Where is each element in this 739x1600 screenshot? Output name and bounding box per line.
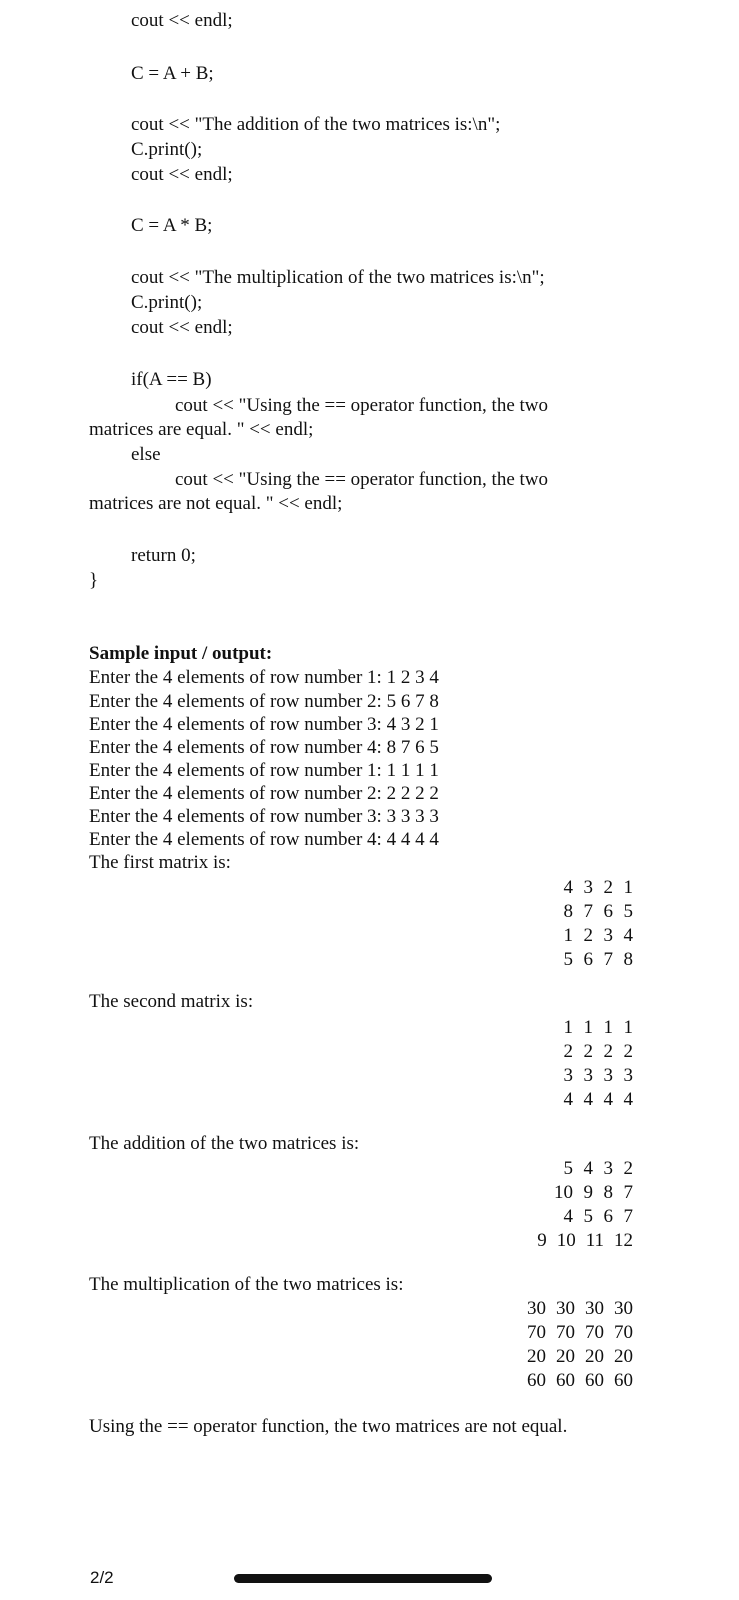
- code-line: matrices are not equal. " << endl;: [89, 493, 343, 514]
- code-line: if(A == B): [131, 369, 212, 390]
- matrix-cell: 3: [583, 1065, 593, 1086]
- matrix-cell: 70: [585, 1322, 604, 1343]
- matrix-row: [563, 924, 633, 948]
- code-line: else: [131, 444, 161, 465]
- matrix-row: [527, 1345, 633, 1369]
- multiplication-matrix: [527, 1297, 633, 1393]
- matrix-cell: 20: [614, 1346, 633, 1367]
- matrix-row: [527, 1369, 633, 1393]
- matrix-cell: 12: [614, 1230, 633, 1251]
- matrix-row: [563, 876, 633, 900]
- matrix-row: [563, 1016, 633, 1040]
- matrix-cell: 70: [556, 1322, 575, 1343]
- cut-off-code-line: [132, 0, 202, 2]
- matrix-cell: 60: [614, 1370, 633, 1391]
- code-line: cout << endl;: [131, 10, 233, 31]
- matrix-cell: 2: [563, 1041, 573, 1062]
- matrix-cell: 9: [537, 1230, 547, 1251]
- matrix-cell: 5: [623, 901, 633, 922]
- matrix-cell: 20: [527, 1346, 546, 1367]
- matrix-cell: 60: [585, 1370, 604, 1391]
- matrix-cell: 7: [623, 1182, 633, 1203]
- sample-input-line: Enter the 4 elements of row number 3: 4 3 2 1: [89, 714, 439, 735]
- matrix-cell: 20: [556, 1346, 575, 1367]
- matrix-cell: 4: [623, 1089, 633, 1110]
- matrix-cell: 1: [623, 877, 633, 898]
- code-line: }: [89, 570, 99, 591]
- code-line: return 0;: [131, 545, 196, 566]
- matrix-cell: 4: [563, 1089, 573, 1110]
- matrix-cell: 60: [556, 1370, 575, 1391]
- matrix-cell: 30: [527, 1298, 546, 1319]
- matrix-cell: 4: [583, 1089, 593, 1110]
- sample-input-line: Enter the 4 elements of row number 2: 5 6 7 8: [89, 691, 439, 712]
- matrix-cell: 4: [623, 925, 633, 946]
- code-line: C = A * B;: [131, 215, 213, 236]
- matrix-row: [563, 948, 633, 972]
- matrix-cell: 2: [603, 1041, 613, 1062]
- matrix-cell: 1: [623, 1017, 633, 1038]
- sample-input-line: Enter the 4 elements of row number 4: 4 4 4 4: [89, 829, 439, 850]
- matrix-cell: 5: [583, 1206, 593, 1227]
- matrix-cell: 3: [583, 877, 593, 898]
- matrix-cell: 10: [554, 1182, 573, 1203]
- matrix-row: [537, 1157, 633, 1181]
- matrix-row: [537, 1205, 633, 1229]
- code-line: matrices are equal. " << endl;: [89, 419, 314, 440]
- matrix-cell: 1: [603, 1017, 613, 1038]
- matrix-cell: 6: [583, 949, 593, 970]
- code-line: cout << "Using the == operator function, the two: [175, 469, 549, 490]
- code-line: cout << "The multiplication of the two matrices is:\n";: [131, 267, 545, 288]
- matrix-cell: 7: [583, 901, 593, 922]
- second-matrix: [563, 1016, 633, 1112]
- matrix-cell: 5: [563, 949, 573, 970]
- matrix-cell: 3: [603, 1158, 613, 1179]
- matrix-row: [563, 1064, 633, 1088]
- matrix-cell: 60: [527, 1370, 546, 1391]
- code-line: C.print();: [131, 292, 203, 313]
- sample-input-line: Enter the 4 elements of row number 1: 1 1 1 1: [89, 760, 439, 781]
- matrix-cell: 4: [563, 877, 573, 898]
- matrix-cell: 2: [583, 1041, 593, 1062]
- code-line: C = A + B;: [131, 63, 214, 84]
- matrix-cell: 70: [527, 1322, 546, 1343]
- addition-matrix-label: The addition of the two matrices is:: [89, 1133, 360, 1154]
- matrix-row: [537, 1181, 633, 1205]
- matrix-cell: 1: [563, 1017, 573, 1038]
- code-line: C.print();: [131, 139, 203, 160]
- matrix-cell: 9: [583, 1182, 593, 1203]
- matrix-cell: 30: [585, 1298, 604, 1319]
- sample-heading: Sample input / output:: [89, 643, 273, 664]
- matrix-row: [527, 1297, 633, 1321]
- matrix-cell: 4: [603, 1089, 613, 1110]
- page-number: 2/2: [90, 1568, 114, 1587]
- matrix-row: [563, 1088, 633, 1112]
- matrix-cell: 70: [614, 1322, 633, 1343]
- addition-matrix: [537, 1157, 633, 1253]
- first-matrix: [563, 876, 633, 972]
- first-matrix-label: The first matrix is:: [89, 852, 231, 873]
- matrix-cell: 8: [603, 1182, 613, 1203]
- code-line: cout << endl;: [131, 164, 233, 185]
- matrix-cell: 20: [585, 1346, 604, 1367]
- matrix-cell: 3: [623, 1065, 633, 1086]
- second-matrix-label: The second matrix is:: [89, 991, 254, 1012]
- matrix-cell: 4: [583, 1158, 593, 1179]
- home-indicator-bar[interactable]: [234, 1574, 492, 1583]
- matrix-cell: 4: [563, 1206, 573, 1227]
- matrix-cell: 2: [603, 877, 613, 898]
- sample-input-line: Enter the 4 elements of row number 3: 3 3 3 3: [89, 806, 439, 827]
- matrix-cell: 30: [614, 1298, 633, 1319]
- matrix-cell: 8: [563, 901, 573, 922]
- matrix-cell: 2: [623, 1158, 633, 1179]
- sample-input-line: Enter the 4 elements of row number 4: 8 7 6 5: [89, 737, 439, 758]
- matrix-cell: 3: [603, 1065, 613, 1086]
- sample-input-line: Enter the 4 elements of row number 1: 1 2 3 4: [89, 667, 439, 688]
- matrix-row: [563, 900, 633, 924]
- code-line: cout << "The addition of the two matrices is:\n";: [131, 114, 501, 135]
- matrix-cell: 30: [556, 1298, 575, 1319]
- matrix-cell: 10: [556, 1230, 576, 1251]
- matrix-cell: 3: [563, 1065, 573, 1086]
- matrix-cell: 6: [603, 1206, 613, 1227]
- matrix-cell: 1: [563, 925, 573, 946]
- matrix-cell: 8: [623, 949, 633, 970]
- matrix-row: [527, 1321, 633, 1345]
- matrix-cell: 2: [583, 925, 593, 946]
- matrix-cell: 11: [585, 1230, 604, 1251]
- matrix-cell: 2: [623, 1041, 633, 1062]
- matrix-cell: 1: [583, 1017, 593, 1038]
- multiplication-matrix-label: The multiplication of the two matrices is:: [89, 1274, 404, 1295]
- matrix-cell: 7: [623, 1206, 633, 1227]
- matrix-cell: 6: [603, 901, 613, 922]
- equality-result-line: Using the == operator function, the two matrices are not equal.: [89, 1416, 568, 1437]
- matrix-row: [537, 1229, 633, 1253]
- matrix-row: [563, 1040, 633, 1064]
- matrix-cell: 5: [563, 1158, 573, 1179]
- sample-input-line: Enter the 4 elements of row number 2: 2 2 2 2: [89, 783, 439, 804]
- matrix-cell: 7: [603, 949, 613, 970]
- matrix-cell: 3: [603, 925, 613, 946]
- code-line: cout << "Using the == operator function, the two: [175, 395, 549, 416]
- code-line: cout << endl;: [131, 317, 233, 338]
